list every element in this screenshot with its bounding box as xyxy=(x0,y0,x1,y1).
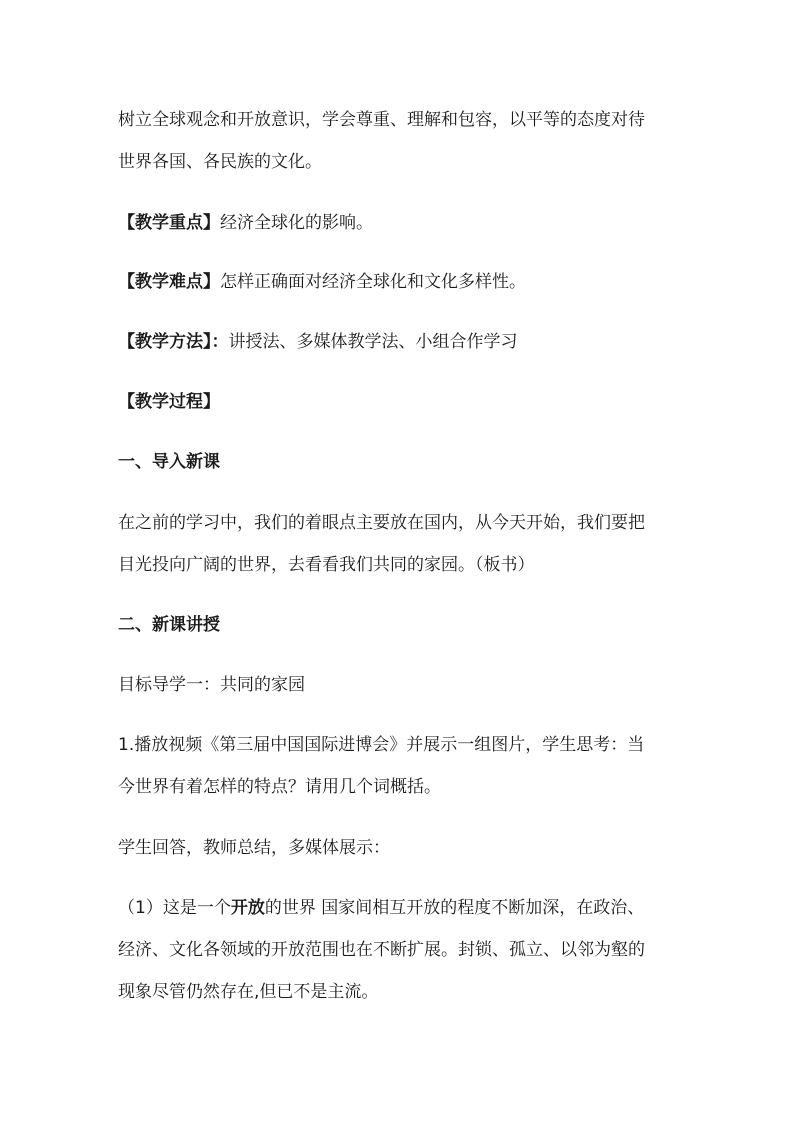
paragraph-line: 学生回答，教师总结，多媒体展示： xyxy=(118,838,390,858)
point-line xyxy=(118,896,688,920)
method-text: 讲授法、多媒体教学法、小组合作学习 xyxy=(228,332,518,352)
key-point-line xyxy=(118,211,688,235)
method-label: 【教学方法】： xyxy=(118,332,229,352)
section-heading-2: 二、新课讲授 xyxy=(118,615,220,635)
paragraph-line: 今世界有着怎样的特点？请用几个词概括。 xyxy=(118,777,441,797)
paragraph-line: 目光投向广阔的世界，去看看我们共同的家园。（板书） xyxy=(118,555,535,575)
difficult-point-text: 怎样正确面对经济全球化和文化多样性。 xyxy=(220,272,526,292)
goal-line: 目标导学一：共同的家园 xyxy=(118,675,305,695)
process-heading: 【教学过程】 xyxy=(118,392,220,412)
paragraph-line: 树立全球观念和开放意识，学会尊重、理解和包容，以平等的态度对待 xyxy=(118,110,645,130)
paragraph-line: 在之前的学习中，我们的着眼点主要放在国内，从今天开始，我们要把 xyxy=(118,513,645,533)
paragraph-line: 1.播放视频《第三届中国国际进博会》并展示一组图片，学生思考：当 xyxy=(118,735,645,755)
difficult-point-label: 【教学难点】 xyxy=(118,272,220,292)
paragraph-line: 现象尽管仍然存在,但已不是主流。 xyxy=(118,982,379,1002)
point-prefix: （1）这是一个 xyxy=(118,898,231,918)
difficult-point-line xyxy=(118,270,688,294)
key-point-label: 【教学重点】 xyxy=(118,213,220,233)
point-suffix: 的世界 国家间相互开放的程度不断加深，在政治、 xyxy=(264,898,645,918)
method-line xyxy=(118,330,688,354)
paragraph-line: 经济、文化各领域的开放范围也在不断扩展。封锁、孤立、以邻为壑的 xyxy=(118,940,645,960)
point-bold-word: 开放 xyxy=(230,898,265,918)
key-point-text: 经济全球化的影响。 xyxy=(220,213,373,233)
paragraph-line: 世界各国、各民族的文化。 xyxy=(118,152,322,172)
section-heading-1: 一、导入新课 xyxy=(118,452,220,472)
